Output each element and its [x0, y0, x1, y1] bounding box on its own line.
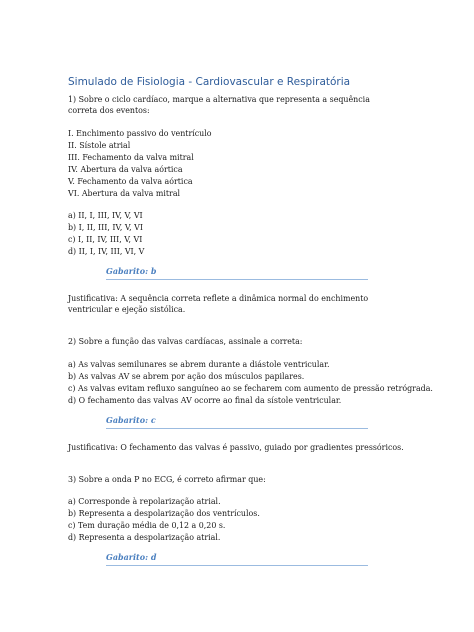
- event-item: VI. Abertura da valva mitral: [68, 189, 181, 198]
- question-2-prompt: 2) Sobre a função das valvas cardíacas, assinale a correta:: [68, 337, 303, 346]
- page-title: Simulado de Fisiologia - Cardiovascular e Respiratória: [68, 76, 351, 88]
- event-item: II. Sístole atrial: [68, 141, 131, 150]
- option-item: b) I, II, III, IV, V, VI: [68, 223, 143, 232]
- option-item: a) As valvas semilunares se abrem durante a diástole ventricular.: [68, 360, 330, 369]
- justification-2: Justificativa: O fechamento das valvas é passivo, guiado por gradientes pressóricos.: [68, 443, 404, 452]
- option-item: a) II, I, III, IV, V, VI: [68, 211, 143, 220]
- option-item: a) Corresponde à repolarização atrial.: [68, 497, 221, 506]
- question-3-prompt: 3) Sobre a onda P no ECG, é correto afirmar que:: [68, 475, 266, 484]
- answer-divider: [106, 428, 368, 429]
- event-item: IV. Abertura da valva aórtica: [68, 165, 183, 174]
- justification-1: Justificativa: A sequência correta reflete a dinâmica normal do enchimento ventricular e ejeção sistólica.: [68, 294, 369, 314]
- event-item: III. Fechamento da valva mitral: [68, 153, 194, 162]
- option-item: c) Tem duração média de 0,12 a 0,20 s.: [68, 521, 226, 530]
- answer-divider: [106, 565, 368, 566]
- option-item: c) I, II, IV, III, V, VI: [68, 235, 143, 244]
- option-item: b) Representa a despolarização dos ventrículos.: [68, 509, 260, 518]
- event-item: V. Fechamento da valva aórtica: [68, 177, 193, 186]
- event-item: I. Enchimento passivo do ventrículo: [68, 129, 212, 138]
- option-item: b) As valvas AV se abrem por ação dos músculos papilares.: [68, 372, 305, 381]
- answer-key: Gabarito: d: [106, 552, 157, 562]
- option-item: d) Representa a despolarização atrial.: [68, 533, 221, 542]
- question-1-prompt: 1) Sobre o ciclo cardíaco, marque a alternativa que representa a sequência correta dos eventos:: [68, 95, 370, 115]
- option-item: c) As valvas evitam refluxo sanguíneo ao se fecharem com aumento de pressão retrógrada.: [68, 384, 433, 393]
- answer-key: Gabarito: c: [106, 415, 156, 425]
- option-item: d) II, I, IV, III, VI, V: [68, 247, 145, 256]
- answer-key: Gabarito: b: [106, 266, 157, 276]
- answer-divider: [106, 279, 368, 280]
- option-item: d) O fechamento das valvas AV ocorre ao final da sístole ventricular.: [68, 396, 342, 405]
